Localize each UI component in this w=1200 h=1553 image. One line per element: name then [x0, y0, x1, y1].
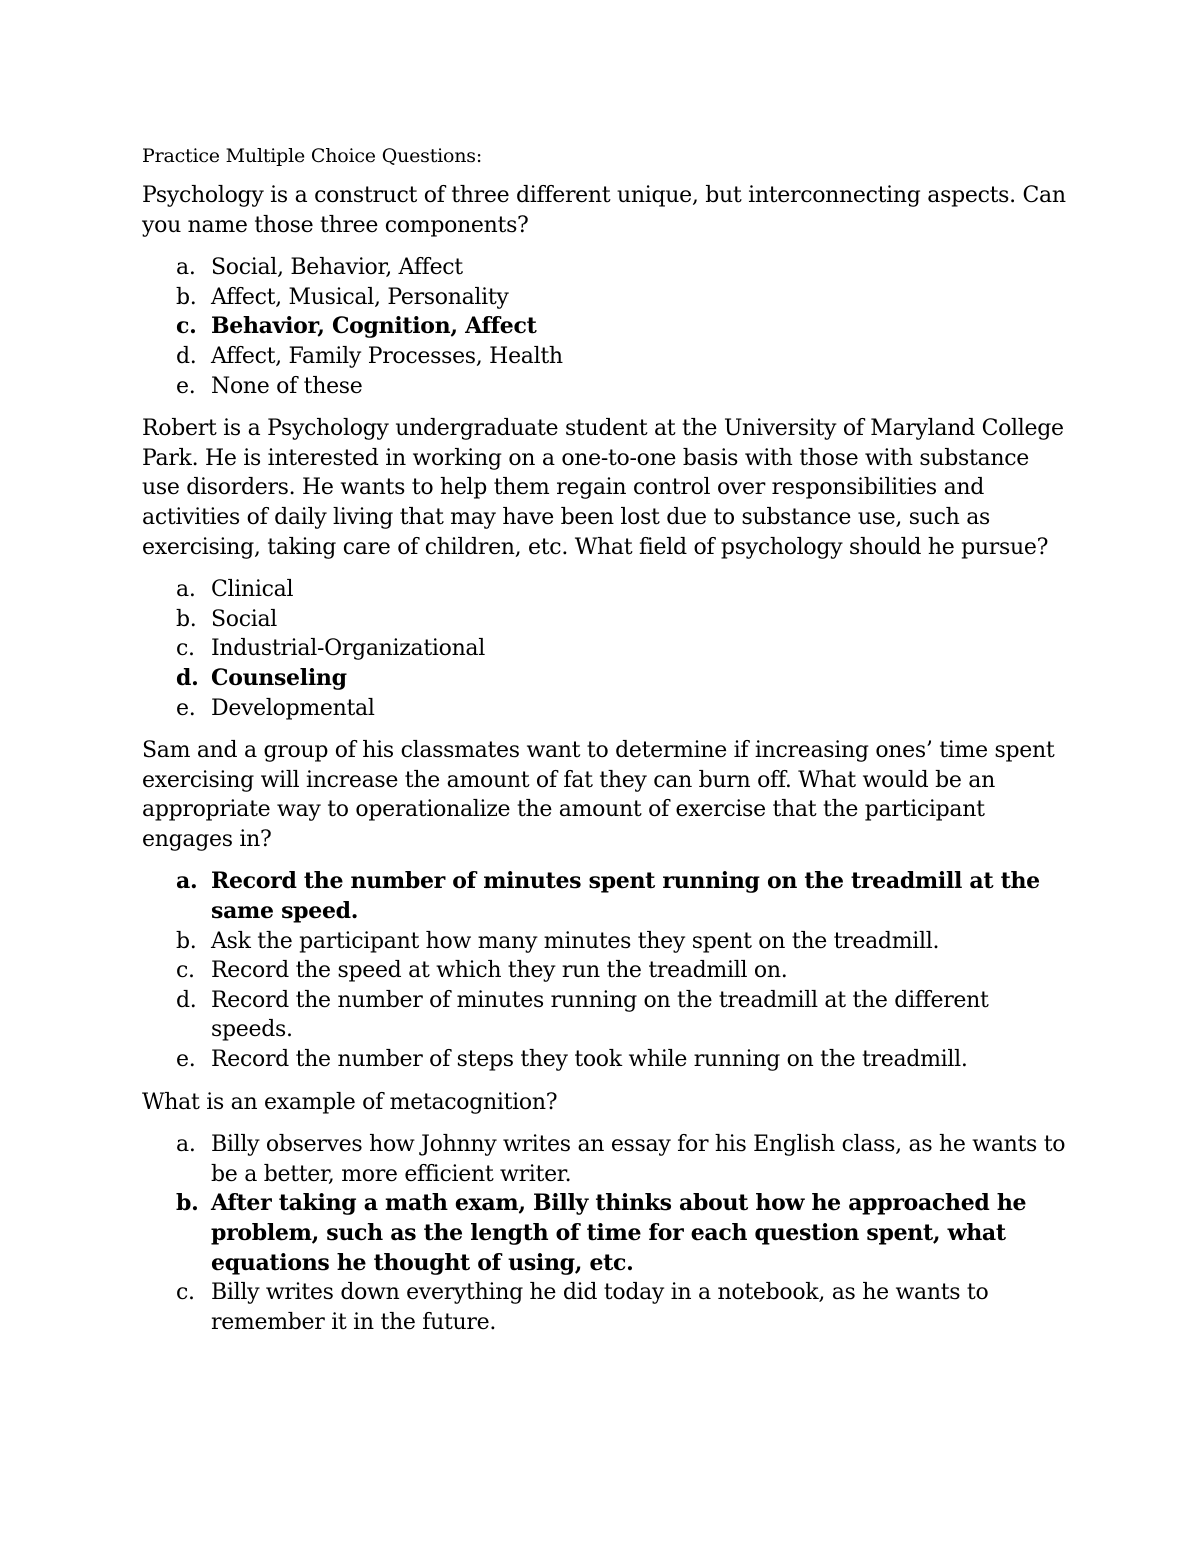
choice-item: [142, 986, 1072, 1045]
choice-text: Social: [211, 606, 278, 632]
choice-text: Record the number of minutes spent running on the treadmill at the same speed.: [211, 868, 1040, 925]
choice-letter: d.: [176, 987, 197, 1013]
choice-text: After taking a math exam, Billy thinks about how he approached he problem, such as the length of time for each question spent, what equations he thought of using, etc.: [211, 1190, 1027, 1276]
choice-item: [142, 1045, 1072, 1075]
choice-text: Record the speed at which they run the treadmill on.: [211, 958, 788, 984]
choice-item: [142, 372, 1072, 402]
choice-letter: e.: [176, 373, 196, 399]
choice-text: Record the number of minutes running on the treadmill at the different speeds.: [211, 987, 989, 1043]
choice-text: Clinical: [211, 577, 294, 603]
correct-choice-item: [142, 867, 1072, 926]
choice-item: [142, 1278, 1072, 1337]
choice-text: Record the number of steps they took while running on the treadmill.: [211, 1047, 968, 1073]
page-heading: Practice Multiple Choice Questions:: [142, 145, 483, 167]
correct-choice-item: [142, 1189, 1072, 1278]
choice-letter: a.: [176, 577, 196, 603]
choice-text: Behavior, Cognition, Affect: [211, 313, 537, 340]
choice-item: [142, 253, 1072, 283]
choice-letter: a.: [176, 255, 196, 281]
choice-letter: b.: [176, 928, 197, 954]
choice-item: [142, 575, 1072, 605]
choice-text: Affect, Family Processes, Health: [211, 343, 563, 369]
choice-text: None of these: [211, 373, 363, 399]
choice-letter: b.: [176, 284, 197, 310]
correct-choice-item: [142, 312, 1072, 342]
choice-text: Social, Behavior, Affect: [211, 255, 463, 281]
choice-text: Industrial-Organizational: [211, 636, 485, 662]
choice-letter: d.: [176, 664, 199, 691]
choice-item: [142, 1130, 1072, 1189]
choice-letter: e.: [176, 695, 196, 721]
choice-text: Counseling: [211, 664, 347, 691]
choice-letter: a.: [176, 868, 198, 895]
choice-text: Billy writes down everything he did today in a notebook, as he wants to remember it in the future.: [211, 1280, 989, 1335]
choice-item: [142, 956, 1072, 986]
choice-item: [142, 283, 1072, 313]
choice-item: [142, 605, 1072, 635]
choice-item: [142, 634, 1072, 664]
choice-letter: b.: [176, 1190, 199, 1217]
choice-letter: a.: [176, 1132, 196, 1158]
question-2-choices: [142, 575, 1072, 723]
choice-item: [142, 342, 1072, 372]
question-2-prompt: Robert is a Psychology undergraduate student at the University of Maryland College Park. He is interested in working on a one-to-one basis with those with substance use disorders. He wants to help them regain control over responsibilities and activities of daily living that may have been lost due to substance use, such as exercising, taking care of children, etc. What field of psychology should he pursue?: [142, 416, 1064, 560]
correct-choice-item: [142, 664, 1072, 694]
choice-text: Developmental: [211, 695, 375, 721]
question-1-choices: [142, 253, 1072, 401]
question-1-prompt: Psychology is a construct of three different unique, but interconnecting aspects. Can you name those three components?: [142, 183, 1066, 238]
question-4-prompt: What is an example of metacognition?: [142, 1089, 558, 1115]
choice-text: Affect, Musical, Personality: [211, 284, 509, 310]
question-3-choices: [142, 867, 1072, 1074]
choice-item: [142, 927, 1072, 957]
choice-item: [142, 694, 1072, 724]
choice-letter: c.: [176, 313, 197, 340]
choice-letter: c.: [176, 958, 195, 984]
choice-text: Billy observes how Johnny writes an essay for his English class, as he wants to be a better, more efficient writer.: [211, 1132, 1066, 1187]
question-3-prompt: Sam and a group of his classmates want to determine if increasing ones’ time spent exercising will increase the amount of fat they can burn off. What would be an appropriate way to operationalize the amount of exercise that the participant engages in?: [142, 738, 1055, 852]
question-4-choices: [142, 1130, 1072, 1337]
document-page: [142, 140, 1072, 1350]
choice-letter: c.: [176, 636, 195, 662]
choice-letter: e.: [176, 1047, 196, 1073]
choice-letter: c.: [176, 1280, 195, 1306]
choice-text: Ask the participant how many minutes they spent on the treadmill.: [211, 928, 940, 954]
choice-letter: b.: [176, 606, 197, 632]
choice-letter: d.: [176, 343, 197, 369]
